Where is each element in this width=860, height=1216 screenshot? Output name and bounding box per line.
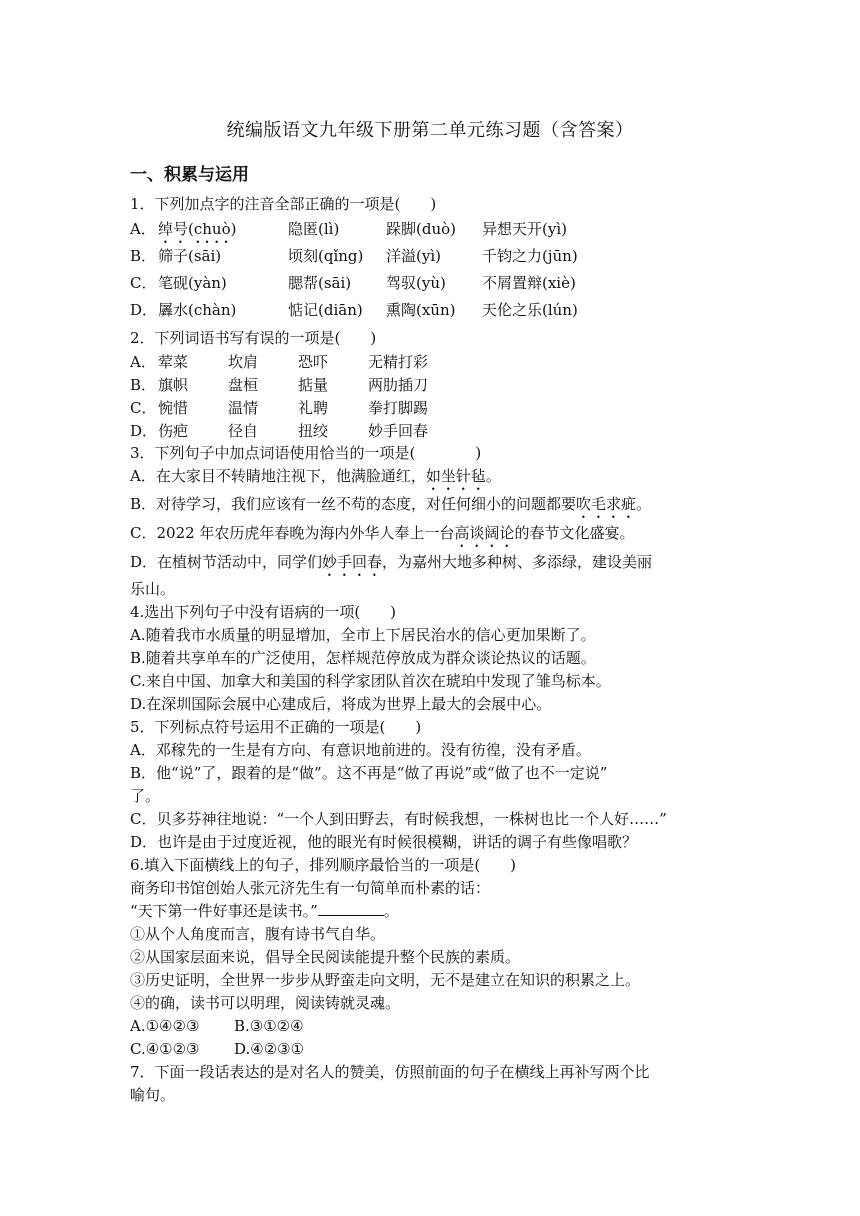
- item-3: 跺脚(duò): [386, 220, 456, 238]
- question-5-stem: 5．下列标点符号运用不正确的一项是( ): [130, 718, 422, 736]
- fill-in-blank: [318, 901, 384, 916]
- option-d: D.④②③①: [234, 1040, 305, 1058]
- question-6-options-cd: [130, 1039, 304, 1059]
- item-2: 惦记(diān): [288, 301, 363, 319]
- question-5-option-a: A．邓稼先的一生是有方向、有意识地前进的。没有彷徨，没有矛盾。: [130, 741, 591, 759]
- question-3-stem: 3．下列句子中加点词语使用恰当的一项是( ): [130, 444, 482, 462]
- emphasized-phrase: 高谈阔论: [454, 524, 515, 542]
- question-6-options-ab: [130, 1016, 304, 1036]
- question-1-stem: 1．下列加点字的注音全部正确的一项是( ): [130, 195, 437, 213]
- question-5-option-b: B．他“说”了，跟着的是“做”。这不再是“做了再说”或“做了也不一定说”: [130, 764, 608, 782]
- emphasized-phrase: 如坐针毡: [425, 467, 486, 485]
- question-1-option-a: [130, 219, 567, 247]
- question-2-option-d: [130, 421, 428, 441]
- item-2: 隐匿(lì): [288, 220, 340, 238]
- item-1: 绰号(chuò): [158, 220, 237, 238]
- option-label: A．: [130, 220, 156, 238]
- word-4: 无精打彩: [368, 353, 429, 371]
- question-3-option-b: B．对待学习，我们应该有一丝不苟的态度，对任何细小的问题都要吹毛求疵。: [130, 495, 652, 513]
- emphasized-phrase: 吹毛求疵: [576, 495, 637, 513]
- question-6-sentence-4: ④的确，读书可以明理，阅读铸就灵魂。: [130, 994, 401, 1012]
- word-3: 礼聘: [298, 399, 329, 417]
- question-3-option-a: A．在大家目不转睛地注视下，他满脸通红，如坐针毡。: [130, 467, 501, 485]
- item-1: 筛子(sāi): [158, 247, 222, 265]
- word-2: 坎肩: [228, 353, 259, 371]
- item-2: 顷刻(qǐng): [288, 247, 364, 265]
- item-4: 不屑置辩(xiè): [482, 274, 576, 292]
- question-5-option-c: C．贝多芬神往地说：“一个人到田野去，有时候我想，一株树也比一个人好……”: [130, 810, 667, 828]
- item-1: 羼水(chàn): [158, 301, 237, 319]
- word-4: 两肋插刀: [368, 376, 429, 394]
- question-4-option-d: D.在深圳国际会展中心建成后，将成为世界上最大的会展中心。: [130, 695, 552, 713]
- option-label: B．: [130, 376, 157, 394]
- question-3-option-d: D．在植树节活动中，同学们妙手回春，为嘉州大地多种树、多添绿，建设美丽: [130, 553, 653, 571]
- question-6-sentence-3: ③历史证明，全世界一步步从野蛮走向文明，无不是建立在知识的积累之上。: [130, 971, 641, 989]
- question-4-option-c: C.来自中国、加拿大和美国的科学家团队首次在琥珀中发现了雏鸟标本。: [130, 672, 611, 690]
- question-1-option-c: [130, 273, 576, 293]
- question-6-sentence-2: ②从国家层面来说，倡导全民阅读能提升整个民族的素质。: [130, 948, 521, 966]
- question-6-quote: “天下第一件好事还是读书。” 。: [130, 902, 399, 920]
- question-7-stem: 7．下面一段话表达的是对名人的赞美，仿照前面的句子在横线上再补写两个比: [130, 1063, 650, 1081]
- item-4: 天伦之乐(lún): [482, 301, 578, 319]
- option-a: A.①④②③: [130, 1017, 200, 1035]
- option-b: B.③①②④: [234, 1017, 304, 1035]
- question-4-option-b: B.随着共享单车的广泛使用，怎样规范停放成为群众谈论热议的话题。: [130, 649, 596, 667]
- question-2-option-b: [130, 375, 428, 395]
- word-4: 拳打脚踢: [368, 399, 429, 417]
- option-label: C．: [130, 399, 157, 417]
- document-title: 统编版语文九年级下册第二单元练习题（含答案）: [226, 120, 634, 141]
- question-2-option-a: [130, 352, 428, 372]
- question-5-option-b-continued: 了。: [130, 787, 161, 805]
- word-2: 径自: [228, 422, 259, 440]
- item-3: 驾驭(yù): [386, 274, 446, 292]
- option-label: C．: [130, 274, 157, 292]
- question-7-stem-continued: 喻句。: [130, 1086, 176, 1104]
- item-2: 腮帮(sāi): [288, 274, 352, 292]
- option-label: D．: [130, 422, 158, 440]
- question-4-option-a: A.随着我市水质量的明显增加，全市上下居民治水的信心更加果断了。: [130, 626, 596, 644]
- question-2-option-c: [130, 398, 428, 418]
- word-1: 旗帜: [158, 376, 189, 394]
- item-3: 洋溢(yì): [386, 247, 441, 265]
- item-1: 笔砚(yàn): [158, 274, 227, 292]
- question-6-intro: 商务印书馆创始人张元济先生有一句简单而朴素的话：: [130, 879, 491, 897]
- item-4: 千钧之力(jūn): [482, 247, 578, 265]
- word-2: 温情: [228, 399, 259, 417]
- question-5-option-d: D．也许是由于过度近视，他的眼光有时候很模糊，讲话的调子有些像唱歌？: [130, 833, 638, 851]
- word-3: 恐吓: [298, 353, 329, 371]
- question-3-option-c: C．2022 年农历虎年春晚为海内外华人奉上一台高谈阔论的春节文化盛宴。: [130, 524, 635, 542]
- option-label: D．: [130, 301, 158, 319]
- word-1: 荤菜: [158, 353, 189, 371]
- option-label: A．: [130, 353, 156, 371]
- word-4: 妙手回春: [368, 422, 429, 440]
- word-2: 盘桓: [228, 376, 259, 394]
- section-heading: 一、积累与运用: [130, 165, 249, 185]
- emphasized-phrase: 妙手回春: [322, 553, 383, 571]
- item-3: 熏陶(xūn): [386, 301, 456, 319]
- word-3: 扭绞: [298, 422, 329, 440]
- question-3-option-d-continued: 乐山。: [130, 580, 176, 598]
- word-1: 惋惜: [158, 399, 189, 417]
- question-2-stem: 2．下列词语书写有误的一项是( ): [130, 329, 377, 347]
- word-3: 掂量: [298, 376, 329, 394]
- question-1-option-d: [130, 300, 578, 320]
- option-c: C.④①②③: [130, 1040, 200, 1058]
- question-1-option-b: [130, 246, 578, 266]
- question-6-stem: 6.填入下面横线上的句子，排列顺序最恰当的一项是( ): [130, 856, 517, 874]
- option-label: B．: [130, 247, 157, 265]
- question-6-sentence-1: ①从个人角度而言，腹有诗书气自华。: [130, 925, 386, 943]
- question-4-stem: 4.选出下列句子中没有语病的一项( ): [130, 603, 397, 621]
- item-4: 异想天开(yì): [482, 220, 567, 238]
- word-1: 伤疤: [158, 422, 189, 440]
